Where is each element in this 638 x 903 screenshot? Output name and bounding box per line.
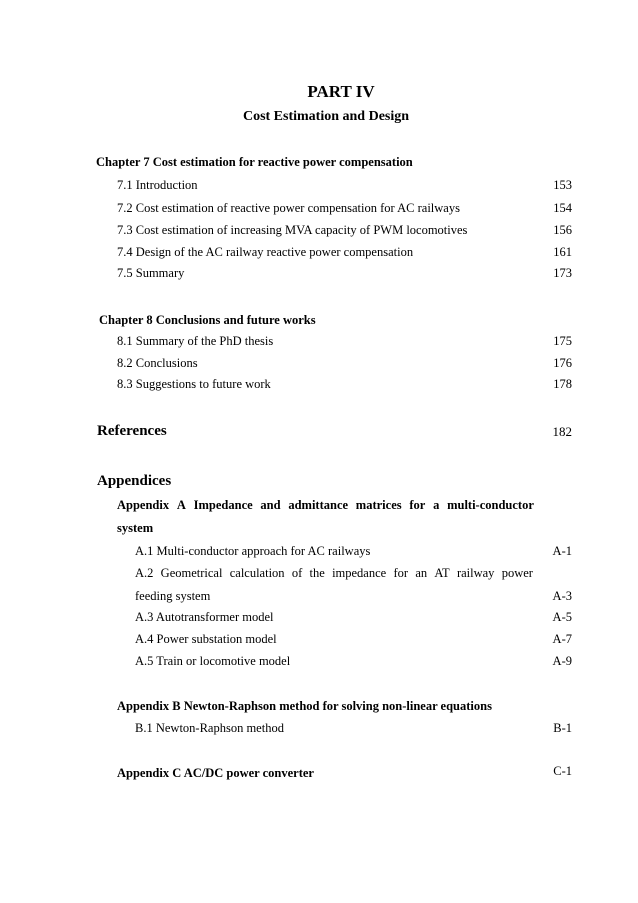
toc-page-b-1: B-1 [553,721,572,735]
a2-word: of [291,566,303,580]
a2-word: AT [434,566,450,580]
toc-entry-a-1: A.1 Multi-conductor approach for AC railways [135,544,371,558]
toc-entry-a-2-line2: feeding system [135,589,211,603]
a2-word: impedance [332,566,387,580]
a2-word: for [393,566,409,580]
toc-entry-7-3: 7.3 Cost estimation of increasing MVA capacity of PWM locomotives [117,223,468,237]
appendix-c-page: C-1 [553,764,572,778]
toc-page-7-3: 156 [553,223,572,237]
toc-entry-7-1: 7.1 Introduction [117,178,198,192]
toc-page-8-1: 175 [553,334,572,348]
toc-page-a-4: A-7 [552,632,572,646]
toc-page-a-3: A-5 [552,610,572,624]
appendix-a-word: for [409,498,426,512]
toc-entry-a-5: A.5 Train or locomotive model [135,654,291,668]
appendices-heading: Appendices [97,473,172,489]
a2-word: calculation [229,566,285,580]
appendix-a-word: admittance [288,498,349,512]
toc-entry-7-2: 7.2 Cost estimation of reactive power compensation for AC railways [117,201,460,215]
appendix-a-word: Appendix [117,498,170,512]
toc-entry-a-4: A.4 Power substation model [135,632,277,646]
part-title: PART IV [307,82,375,101]
a2-word: Geometrical [160,566,223,580]
appendix-a-word: and [260,498,281,512]
appendix-a-word: multi-conductor [447,498,534,512]
toc-page-a-5: A-9 [552,654,572,668]
toc-page-8-3: 178 [553,377,572,391]
a2-word: the [309,566,325,580]
toc-page-7-2: 154 [553,201,572,215]
a2-word: power [501,566,533,580]
chapter-7-heading: Chapter 7 Cost estimation for reactive power compensation [96,155,413,169]
toc-page-7-1: 153 [553,178,572,192]
appendix-c-heading: Appendix C AC/DC power converter [117,766,314,780]
a2-word: A.2 [135,566,154,580]
toc-page-8-2: 176 [553,356,572,370]
references-page: 182 [552,424,572,439]
toc-entry-7-4: 7.4 Design of the AC railway reactive power compensation [117,245,414,259]
chapter-8-heading: Chapter 8 Conclusions and future works [99,313,316,327]
toc-entry-a-2 [135,566,533,581]
a2-word: an [415,566,428,580]
appendix-a-word: a [433,498,440,512]
toc-page-a-2: A-3 [552,589,572,603]
toc-page-a-1: A-1 [552,544,572,558]
appendix-a-heading-line2: system [117,521,154,535]
toc-entry-8-2: 8.2 Conclusions [117,356,198,370]
appendix-b-heading: Appendix B Newton-Raphson method for solving non-linear equations [117,699,492,713]
a2-word: railway [456,566,495,580]
toc-entry-a-3: A.3 Autotransformer model [135,610,274,624]
toc-page-7-5: 173 [553,266,572,280]
appendix-a-word: matrices [355,498,402,512]
part-subtitle: Cost Estimation and Design [242,109,410,124]
references-heading: References [97,423,167,439]
toc-entry-8-3: 8.3 Suggestions to future work [117,377,271,391]
toc-page-7-4: 161 [553,245,572,259]
toc-entry-7-5: 7.5 Summary [117,266,185,280]
appendix-a-heading [117,498,534,513]
toc-entry-8-1: 8.1 Summary of the PhD thesis [117,334,274,348]
appendix-a-word: A [176,498,186,512]
appendix-a-word: Impedance [193,498,253,512]
toc-entry-b-1: B.1 Newton-Raphson method [135,721,284,735]
